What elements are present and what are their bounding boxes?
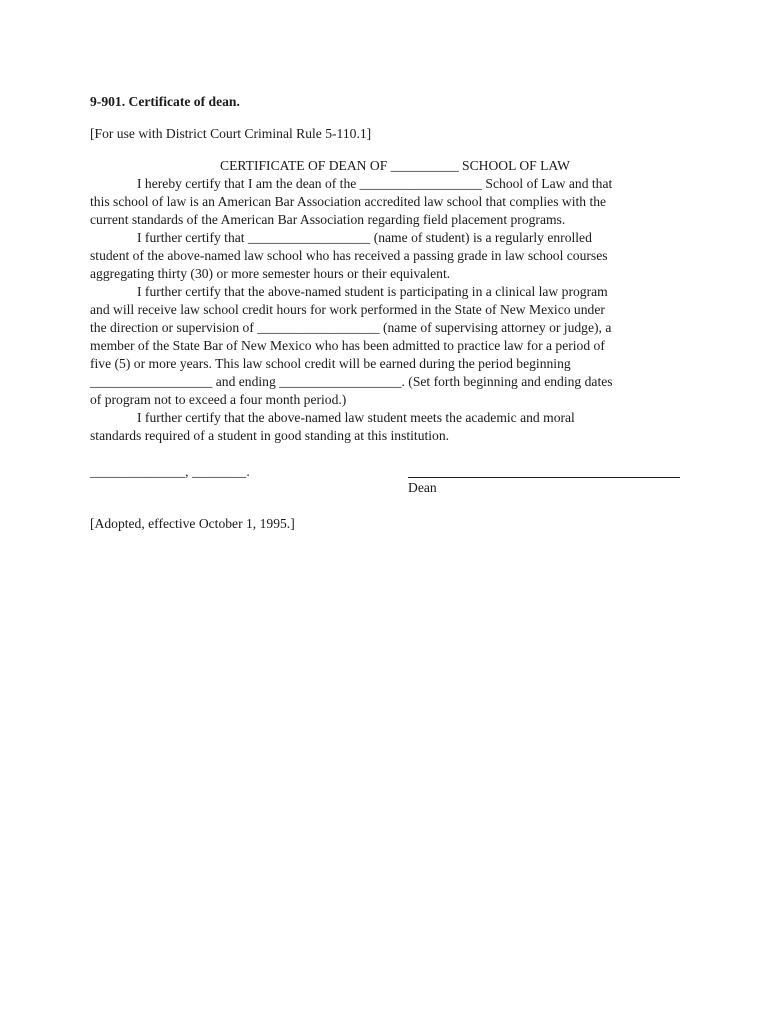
paragraph-line: I further certify that the above-named law student meets the academic and moral [137,410,575,425]
rule-heading: 9-901. Certificate of dean. [90,94,240,109]
paragraph-line: of program not to exceed a four month period.) [90,392,347,407]
paragraph-line: and will receive law school credit hours for work performed in the State of New Mexico under [90,302,605,317]
paragraph-line: current standards of the American Bar Association regarding field placement programs. [90,212,566,227]
paragraph-line: __________________ and ending __________________. (Set forth beginning and ending dates [90,374,613,389]
paragraph-line: I hereby certify that I am the dean of the __________________ School of Law and that [137,176,613,191]
paragraph-student-enrollment [90,229,680,283]
paragraph-line: member of the State Bar of New Mexico who has been admitted to practice law for a period of [90,338,605,353]
paragraph-line: the direction or supervision of __________________ (name of supervising attorney or judge), a [90,320,612,335]
document-page [90,93,680,533]
paragraph-dean-certification [90,175,680,229]
paragraph-clinical-program [90,283,680,409]
dean-signature-line [408,477,680,478]
paragraph-line: student of the above-named law school who has received a passing grade in law school courses [90,248,608,263]
signature-block [90,463,680,503]
paragraph-line: five (5) or more years. This law school credit will be earned during the period beginning [90,356,571,371]
paragraph-line: this school of law is an American Bar Association accredited law school that complies with the [90,194,607,209]
rule-usage-note: [For use with District Court Criminal Rule 5-110.1] [90,126,372,141]
paragraph-line: I further certify that __________________ (name of student) is a regularly enrolled [137,230,592,245]
dean-signature-label: Dean [408,480,437,495]
paragraph-line: aggregating thirty (30) or more semester hours or their equivalent. [90,266,451,281]
paragraph-line: I further certify that the above-named student is participating in a clinical law program [137,284,608,299]
paragraph-good-standing [90,409,680,445]
paragraph-line: standards required of a student in good standing at this institution. [90,428,450,443]
certificate-title: CERTIFICATE OF DEAN OF __________ SCHOOL OF LAW [220,158,570,173]
adoption-note: [Adopted, effective October 1, 1995.] [90,516,295,531]
date-blank-line: ______________, ________. [90,464,250,479]
